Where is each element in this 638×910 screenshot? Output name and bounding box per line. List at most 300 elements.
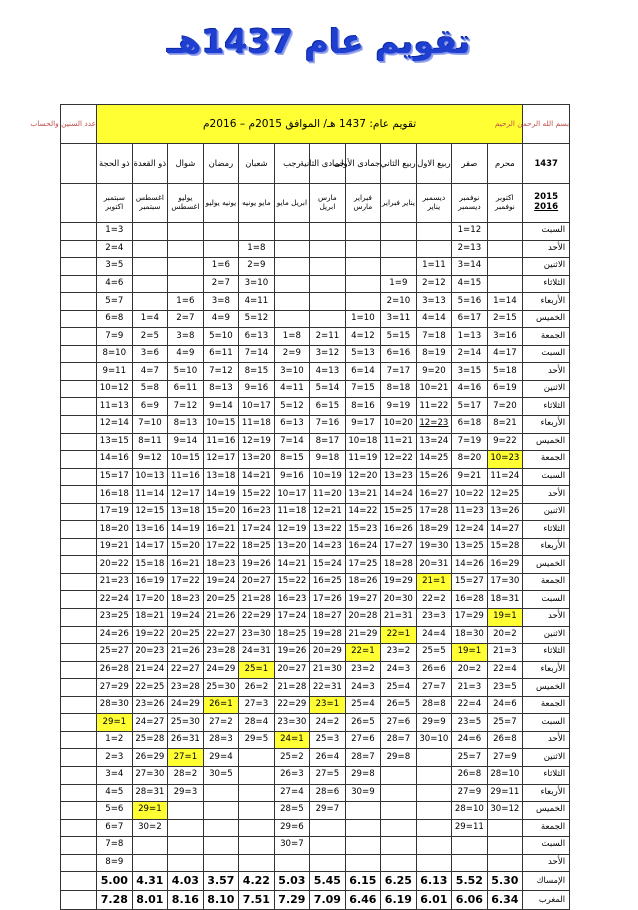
date-cell: 7=25 — [452, 749, 488, 767]
date-cell: 18=10 — [345, 433, 381, 451]
date-cell: 22=19 — [132, 626, 168, 644]
date-cell: 22=14 — [345, 503, 381, 521]
date-cell: 3=24 — [345, 679, 381, 697]
gregorian-year: 2016 — [534, 202, 559, 212]
date-cell: 20=12 — [345, 468, 381, 486]
time-value: 8.10 — [203, 891, 239, 910]
date-cell — [274, 293, 310, 311]
date-cell: 4=26 — [310, 749, 346, 767]
day-name: الاثنين — [523, 503, 570, 521]
day-name: الثلاثاء — [523, 766, 570, 784]
date-cell: 27=20 — [239, 573, 275, 591]
date-cell: 18=7 — [416, 328, 452, 346]
date-cell: 26=16 — [381, 521, 417, 539]
date-cell: 30=20 — [381, 591, 417, 609]
date-cell: 5=2 — [132, 328, 168, 346]
date-cell: 13=4 — [310, 363, 346, 381]
count-cell — [61, 380, 97, 398]
date-cell: 1=19 — [487, 609, 523, 627]
date-cell: 18=6 — [452, 416, 488, 434]
date-cell: 3=21 — [487, 644, 523, 662]
date-cell: 7=25 — [487, 714, 523, 732]
count-cell — [61, 328, 97, 346]
year-1437: 1437 — [523, 144, 570, 184]
table-row — [61, 573, 570, 591]
date-cell: 20=11 — [310, 486, 346, 504]
date-cell: 15=2 — [487, 310, 523, 328]
date-cell: 7=2 — [203, 275, 239, 293]
date-cell: 25=14 — [416, 451, 452, 469]
date-cell: 2=22 — [416, 591, 452, 609]
date-cell: 16=11 — [203, 433, 239, 451]
date-cell — [345, 258, 381, 276]
page-title: تقويم عام 1437هـ — [167, 22, 471, 61]
blank-cell — [61, 144, 97, 184]
date-cell: 4=22 — [452, 696, 488, 714]
date-cell: 4=25 — [345, 696, 381, 714]
count-cell — [61, 240, 97, 258]
date-cell: 14=4 — [416, 310, 452, 328]
date-cell: 28=23 — [168, 679, 204, 697]
count-cell — [61, 854, 97, 872]
date-cell: 16=8 — [345, 398, 381, 416]
date-cell: 12=5 — [274, 398, 310, 416]
date-cell: 29=22 — [239, 609, 275, 627]
date-cell — [168, 819, 204, 837]
date-cell: 19=17 — [97, 503, 133, 521]
date-cell: 25=18 — [274, 626, 310, 644]
date-cell: 14=6 — [345, 363, 381, 381]
date-cell: 7=27 — [416, 679, 452, 697]
date-cell: 17=10 — [274, 486, 310, 504]
date-cell — [487, 240, 523, 258]
date-cell: 19=11 — [345, 451, 381, 469]
date-cell: 1=25 — [239, 661, 275, 679]
date-cell: 10=30 — [416, 731, 452, 749]
date-cell: 3=29 — [168, 784, 204, 802]
blank-cell — [61, 184, 97, 223]
date-cell: 9=27 — [452, 784, 488, 802]
date-cell: 12=9 — [132, 451, 168, 469]
date-cell: 7=5 — [97, 293, 133, 311]
day-name: الثلاثاء — [523, 521, 570, 539]
date-cell: 28=20 — [345, 609, 381, 627]
date-cell: 8=7 — [97, 837, 133, 855]
time-value: 6.19 — [381, 891, 417, 910]
time-value: 6.13 — [416, 872, 452, 891]
date-cell: 1=27 — [168, 749, 204, 767]
date-cell: 15=12 — [132, 503, 168, 521]
time-value: 7.29 — [274, 891, 310, 910]
day-name: السبت — [523, 468, 570, 486]
date-cell: 5=3 — [97, 258, 133, 276]
date-cell: 24=11 — [487, 468, 523, 486]
date-cell — [132, 837, 168, 855]
time-value: 6.46 — [345, 891, 381, 910]
date-cell: 5=4 — [97, 784, 133, 802]
date-cell: 2=23 — [345, 661, 381, 679]
date-cell: 2=24 — [310, 714, 346, 732]
date-cell: 30=27 — [132, 766, 168, 784]
gregorian-months: سبتمبر اكتوبر — [97, 184, 133, 223]
date-cell: 23=16 — [274, 591, 310, 609]
date-cell: 30=25 — [168, 714, 204, 732]
date-cell: 3=23 — [416, 609, 452, 627]
times-row — [61, 872, 570, 891]
date-cell: 6=24 — [487, 696, 523, 714]
date-cell — [452, 854, 488, 872]
date-cell: 3=24 — [381, 661, 417, 679]
count-cell — [61, 837, 97, 855]
date-cell: 7=30 — [274, 837, 310, 855]
gregorian-months: اكتوبر نوفمبر — [487, 184, 523, 223]
date-cell — [239, 784, 275, 802]
table-row — [61, 503, 570, 521]
day-name: الأحد — [523, 486, 570, 504]
count-cell — [61, 696, 97, 714]
date-cell — [310, 223, 346, 241]
date-cell: 22=17 — [168, 573, 204, 591]
date-cell: 14=5 — [310, 380, 346, 398]
date-cell: 11=1 — [416, 258, 452, 276]
date-cell: 25=18 — [239, 538, 275, 556]
date-cell: 11=29 — [487, 784, 523, 802]
date-cell: 15=8 — [274, 451, 310, 469]
time-value: 8.16 — [168, 891, 204, 910]
gregorian-months: فبراير مارس — [345, 184, 381, 223]
date-cell: 2=1 — [97, 731, 133, 749]
day-name: السبت — [523, 223, 570, 241]
date-cell: 9=2 — [239, 258, 275, 276]
date-cell: 14=2 — [452, 345, 488, 363]
date-cell: 24=19 — [203, 573, 239, 591]
date-cell: 10=7 — [132, 416, 168, 434]
date-cell: 8=5 — [132, 380, 168, 398]
date-cell: 20=15 — [168, 538, 204, 556]
table-row — [61, 223, 570, 241]
date-cell: 26=15 — [416, 468, 452, 486]
table-row — [61, 837, 570, 855]
count-cell — [61, 538, 97, 556]
date-cell: 23=11 — [452, 503, 488, 521]
date-cell: 12=30 — [487, 802, 523, 820]
date-cell: 8=3 — [203, 293, 239, 311]
count-cell — [61, 521, 97, 539]
table-row — [61, 731, 570, 749]
date-cell: 11=6 — [203, 345, 239, 363]
date-cell: 14=7 — [274, 433, 310, 451]
date-cell: 16=9 — [239, 380, 275, 398]
date-cell: 2=20 — [487, 626, 523, 644]
day-name: الاثنين — [523, 258, 570, 276]
date-cell: 20=17 — [132, 591, 168, 609]
date-cell: 1=23 — [310, 696, 346, 714]
date-cell: 12=7 — [168, 398, 204, 416]
time-value: 6.06 — [452, 891, 488, 910]
count-cell — [61, 731, 97, 749]
time-value: 6.25 — [381, 872, 417, 891]
date-cell: 26=23 — [132, 696, 168, 714]
day-name: الأربعاء — [523, 661, 570, 679]
date-cell: 23=21 — [97, 573, 133, 591]
date-cell: 17=12 — [168, 486, 204, 504]
date-cell: 22=15 — [239, 486, 275, 504]
date-cell: 25=13 — [452, 538, 488, 556]
date-cell: 8=26 — [452, 766, 488, 784]
time-value: 6.34 — [487, 891, 523, 910]
date-cell: 31=18 — [487, 591, 523, 609]
gregorian-months: ديسمبر يناير — [416, 184, 452, 223]
calendar-table — [30, 104, 570, 910]
date-cell — [132, 293, 168, 311]
date-cell: 8=29 — [345, 766, 381, 784]
date-cell — [132, 258, 168, 276]
table-row — [61, 538, 570, 556]
time-label: المغرب — [523, 891, 570, 910]
hijri-month: جمادى الثانية — [310, 144, 346, 184]
date-cell: 16=9 — [274, 468, 310, 486]
hijri-month: رمضان — [203, 144, 239, 184]
date-cell — [487, 258, 523, 276]
date-cell: 15=6 — [310, 398, 346, 416]
date-cell: 6=1 — [203, 258, 239, 276]
date-cell — [487, 275, 523, 293]
day-name: السبت — [523, 345, 570, 363]
day-name: الأحد — [523, 609, 570, 627]
day-name: السبت — [523, 714, 570, 732]
date-cell: 1=22 — [381, 626, 417, 644]
date-cell: 8=26 — [487, 731, 523, 749]
table-row — [61, 556, 570, 574]
day-name: الثلاثاء — [523, 275, 570, 293]
date-cell: 31=21 — [381, 609, 417, 627]
date-cell: 14=7 — [239, 345, 275, 363]
date-cell: 14=9 — [168, 433, 204, 451]
table-row — [61, 802, 570, 820]
date-cell: 21=12 — [310, 503, 346, 521]
date-cell: 14=12 — [97, 416, 133, 434]
count-cell — [61, 661, 97, 679]
date-cell: 6=27 — [345, 731, 381, 749]
basmala: بسم الله الرحمن الرحيم — [523, 105, 570, 144]
gregorian-months: اغسطس سبتمبر — [132, 184, 168, 223]
table-row — [61, 486, 570, 504]
date-cell — [203, 854, 239, 872]
date-cell — [416, 837, 452, 855]
date-cell: 5=23 — [452, 714, 488, 732]
date-cell: 27=20 — [274, 661, 310, 679]
count-cell — [61, 293, 97, 311]
date-cell — [381, 854, 417, 872]
count-cell — [61, 223, 97, 241]
date-cell — [168, 837, 204, 855]
day-name: الأربعاء — [523, 784, 570, 802]
day-name: الجمعة — [523, 573, 570, 591]
table-row — [61, 854, 570, 872]
table-row — [61, 416, 570, 434]
count-cell — [61, 626, 97, 644]
date-cell: 25=20 — [168, 626, 204, 644]
date-cell — [274, 223, 310, 241]
date-cell — [274, 854, 310, 872]
date-cell: 4=27 — [274, 784, 310, 802]
date-cell: 22=13 — [310, 521, 346, 539]
date-cell: 2=20 — [452, 661, 488, 679]
date-cell: 13=2 — [452, 240, 488, 258]
count-cell — [61, 468, 97, 486]
date-cell: 5=23 — [487, 679, 523, 697]
day-name: الأحد — [523, 731, 570, 749]
date-cell: 25=15 — [381, 503, 417, 521]
table-row — [61, 310, 570, 328]
date-cell: 13=6 — [274, 416, 310, 434]
table-row — [61, 433, 570, 451]
day-name: الأحد — [523, 854, 570, 872]
date-cell: 12=1 — [452, 223, 488, 241]
gregorian-year: 2015 — [534, 192, 559, 203]
table-row — [61, 609, 570, 627]
date-cell — [345, 802, 381, 820]
date-cell: 8=1 — [239, 240, 275, 258]
date-cell: 11=9 — [97, 363, 133, 381]
time-value: 6.01 — [416, 891, 452, 910]
date-cell: 18=5 — [487, 363, 523, 381]
date-cell: 18=11 — [239, 416, 275, 434]
date-cell: 19=14 — [168, 521, 204, 539]
date-cell: 11=4 — [274, 380, 310, 398]
date-cell: 1=24 — [274, 731, 310, 749]
date-cell: 12=3 — [310, 345, 346, 363]
date-cell: 19=10 — [310, 468, 346, 486]
date-cell: 3=25 — [310, 731, 346, 749]
date-cell: 8=3 — [168, 328, 204, 346]
date-cell: 4=24 — [416, 626, 452, 644]
date-cell: 25=17 — [345, 556, 381, 574]
time-value: 4.31 — [132, 872, 168, 891]
date-cell: 19=6 — [487, 380, 523, 398]
date-cell: 18=16 — [97, 486, 133, 504]
hijri-month: ربيع الاول — [416, 144, 452, 184]
date-cell: 29=26 — [132, 749, 168, 767]
date-cell: 22=11 — [416, 398, 452, 416]
date-cell: 14=1 — [487, 293, 523, 311]
date-cell: 31=20 — [416, 556, 452, 574]
date-cell: 1=26 — [203, 696, 239, 714]
date-cell: 29=24 — [168, 696, 204, 714]
date-cell: 17=8 — [310, 433, 346, 451]
time-value: 7.51 — [239, 891, 275, 910]
date-cell: 23=10 — [487, 451, 523, 469]
date-cell: 27=16 — [416, 486, 452, 504]
date-cell: 29=16 — [487, 556, 523, 574]
table-row — [61, 398, 570, 416]
date-cell — [381, 258, 417, 276]
date-cell: 20=15 — [203, 503, 239, 521]
date-cell — [310, 275, 346, 293]
date-cell: 25=22 — [132, 679, 168, 697]
date-cell: 28=26 — [97, 661, 133, 679]
date-cell: 2=30 — [132, 819, 168, 837]
date-cell: 22=10 — [452, 486, 488, 504]
count-cell — [61, 802, 97, 820]
count-cell — [61, 433, 97, 451]
table-row — [61, 819, 570, 837]
date-cell: 15=4 — [452, 275, 488, 293]
date-cell: 11=6 — [168, 380, 204, 398]
date-cell: 22=17 — [203, 538, 239, 556]
date-cell: 27=15 — [452, 573, 488, 591]
count-cell — [61, 486, 97, 504]
count-cell — [61, 503, 97, 521]
date-cell: 5=25 — [416, 644, 452, 662]
date-cell: 27=19 — [345, 591, 381, 609]
date-cell — [310, 258, 346, 276]
date-cell: 29=27 — [97, 679, 133, 697]
date-cell: 6=1 — [168, 293, 204, 311]
day-name: الأحد — [523, 363, 570, 381]
day-name: الثلاثاء — [523, 644, 570, 662]
date-cell: 23=12 — [416, 416, 452, 434]
date-cell: 9=30 — [345, 784, 381, 802]
day-name: السبت — [523, 591, 570, 609]
date-cell — [168, 258, 204, 276]
date-cell: 17=7 — [381, 363, 417, 381]
date-cell: 24=12 — [452, 521, 488, 539]
date-cell: 30=19 — [416, 538, 452, 556]
date-cell: 30=23 — [274, 714, 310, 732]
date-cell: 16=4 — [452, 380, 488, 398]
date-cell: 6=3 — [132, 345, 168, 363]
day-name: الخميس — [523, 310, 570, 328]
date-cell: 27=24 — [132, 714, 168, 732]
table-row — [61, 451, 570, 469]
date-cell: 6=24 — [452, 731, 488, 749]
gregorian-years — [523, 184, 570, 223]
date-cell: 19=14 — [203, 486, 239, 504]
date-cell: 28=21 — [274, 679, 310, 697]
date-cell: 10=8 — [97, 345, 133, 363]
date-cell: 5=30 — [203, 766, 239, 784]
hijri-month: ذو الحجة — [97, 144, 133, 184]
date-cell — [203, 819, 239, 837]
date-cell: 1=22 — [345, 644, 381, 662]
date-cell: 12=5 — [239, 310, 275, 328]
table-row — [61, 275, 570, 293]
date-cell: 21=10 — [416, 380, 452, 398]
date-cell — [168, 854, 204, 872]
date-cell: 29=19 — [381, 573, 417, 591]
date-cell: 28=16 — [452, 591, 488, 609]
date-cell — [310, 310, 346, 328]
time-value: 3.57 — [203, 872, 239, 891]
date-cell — [203, 784, 239, 802]
date-cell — [416, 802, 452, 820]
date-cell — [416, 240, 452, 258]
date-cell: 13=5 — [345, 345, 381, 363]
date-cell: 15=7 — [345, 380, 381, 398]
table-row — [61, 749, 570, 767]
date-cell: 3=21 — [452, 679, 488, 697]
date-cell: 26=24 — [97, 626, 133, 644]
date-cell: 25=23 — [97, 609, 133, 627]
date-cell — [168, 240, 204, 258]
date-cell: 10=1 — [345, 310, 381, 328]
date-cell: 21=16 — [203, 521, 239, 539]
date-cell: 18=13 — [168, 503, 204, 521]
date-cell: 26=13 — [487, 503, 523, 521]
day-name: الأربعاء — [523, 416, 570, 434]
date-cell — [203, 837, 239, 855]
